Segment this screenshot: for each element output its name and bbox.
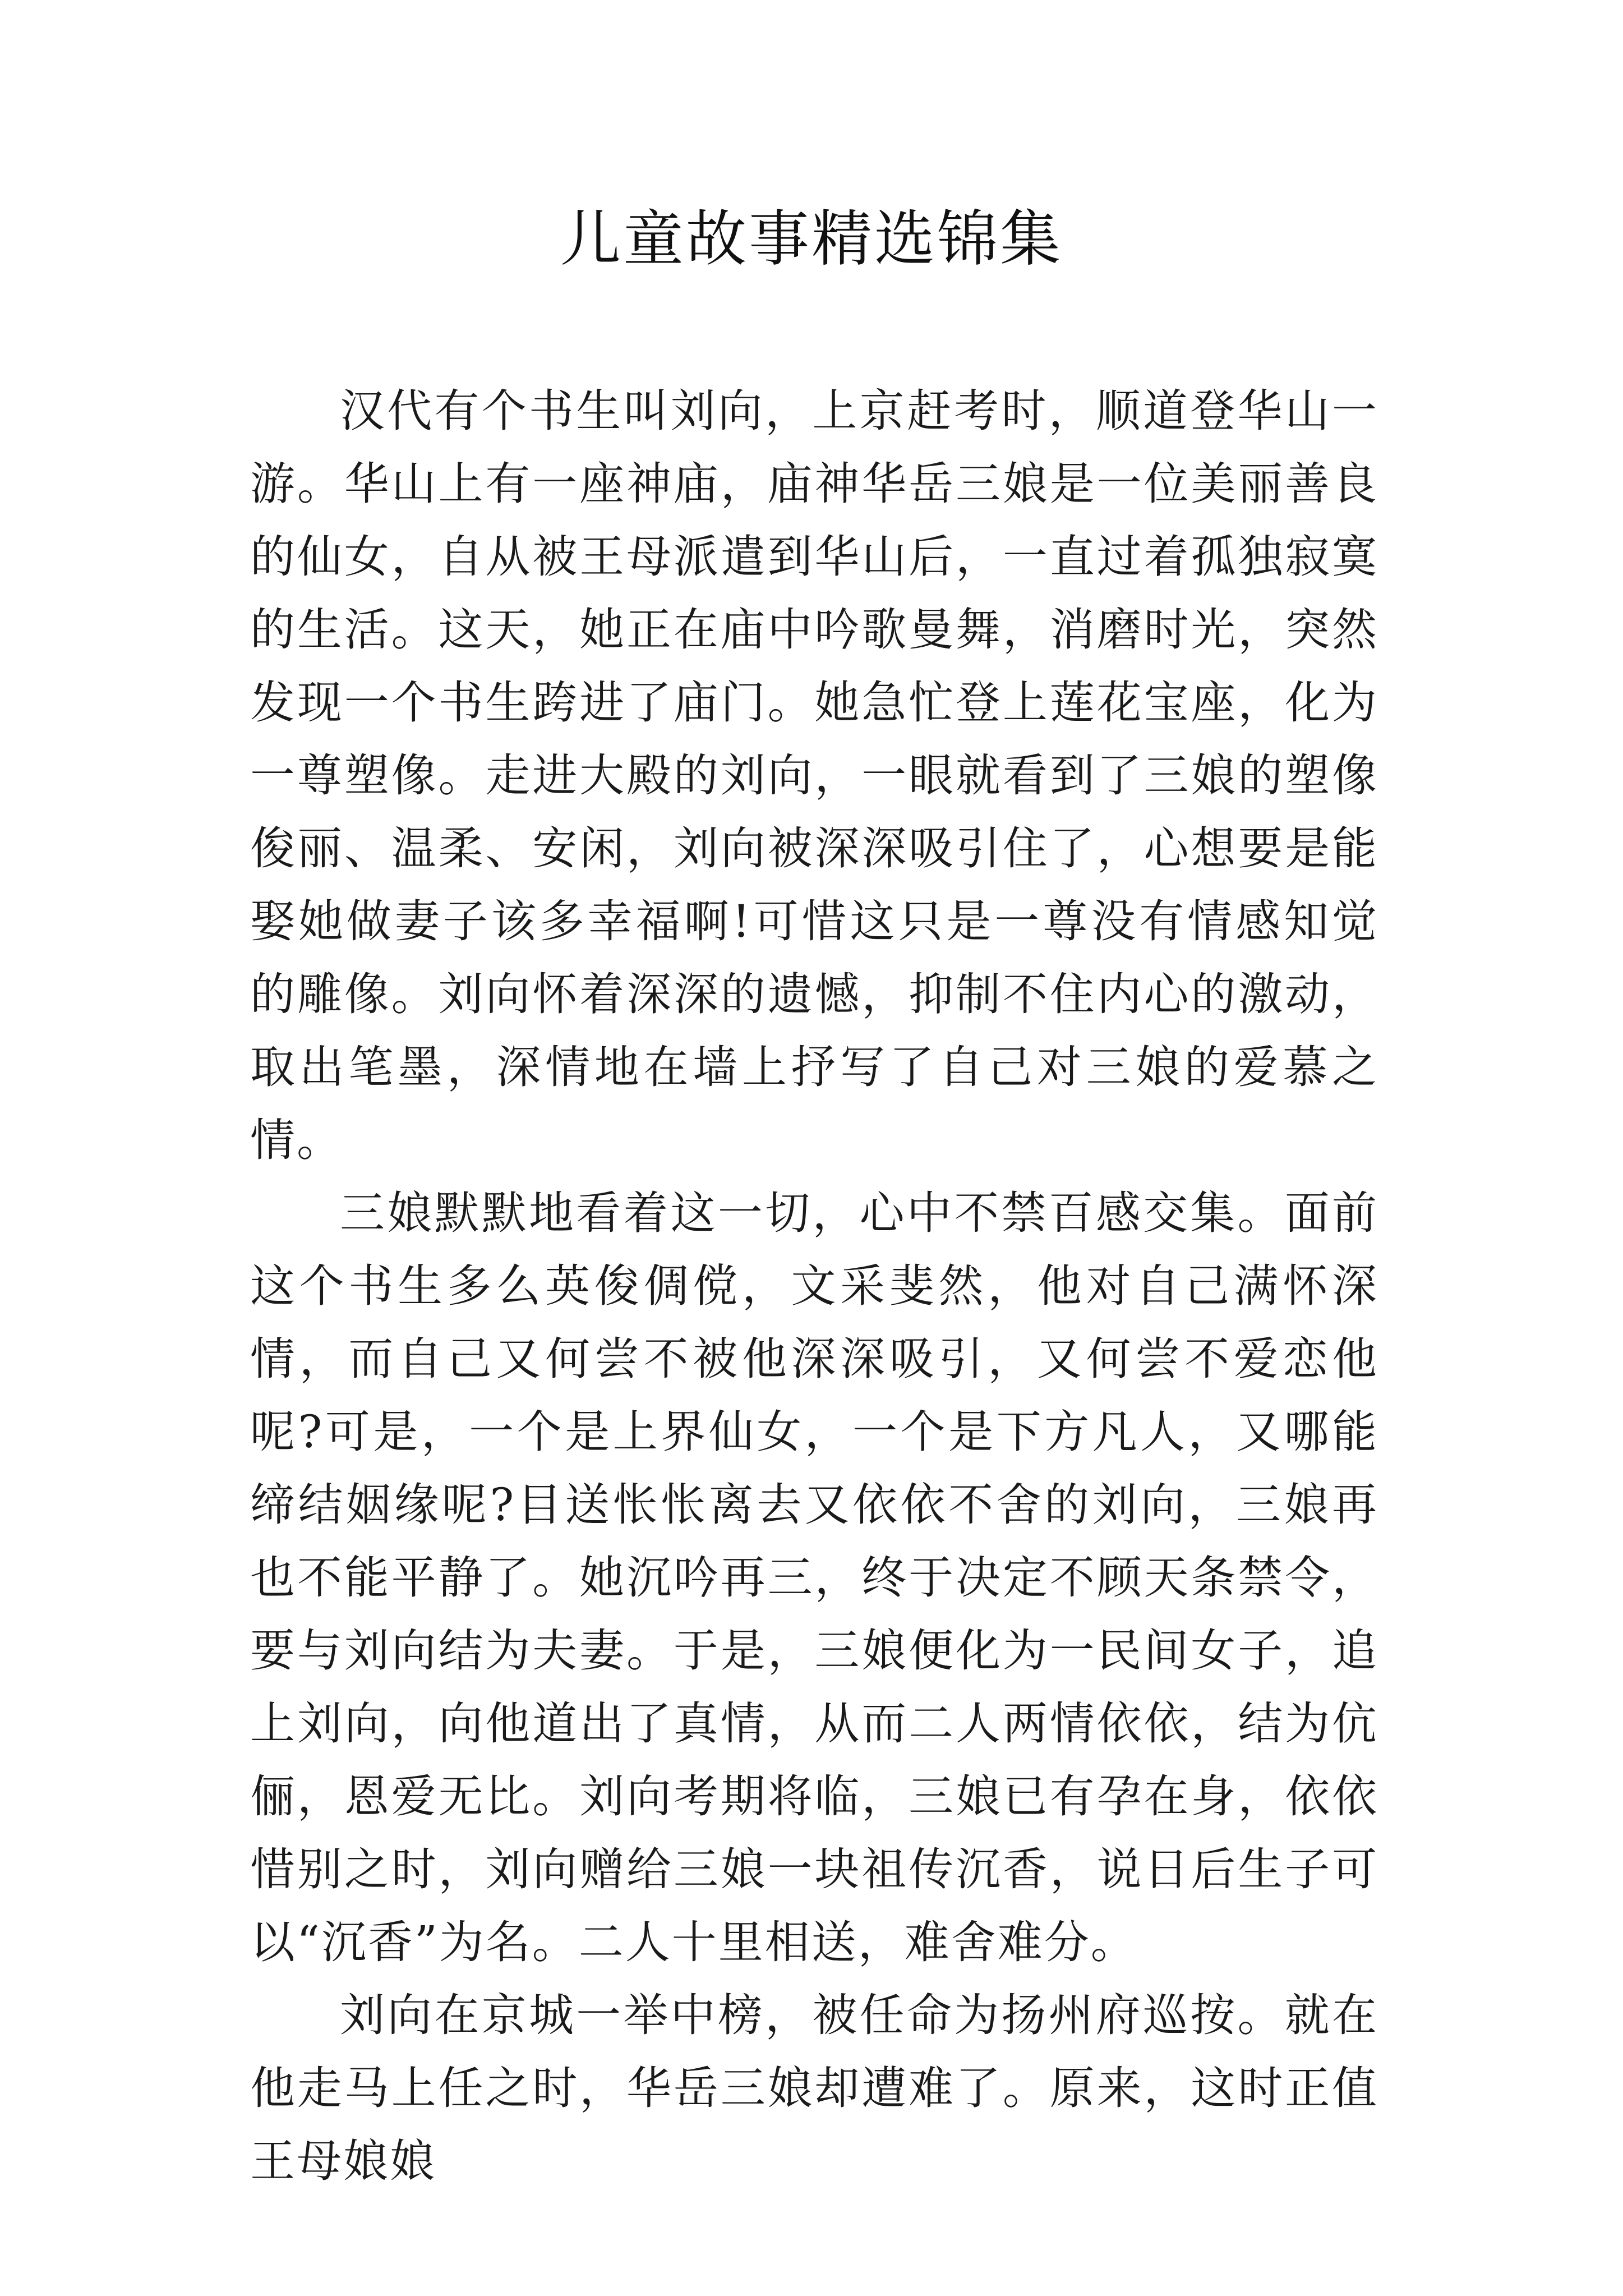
document-body (250, 375, 1378, 2198)
paragraph-1: 汉代有个书生叫刘向，上京赶考时，顺道登华山一游。华山上有一座神庙，庙神华岳三娘是一位美丽善良的仙女，自从被王母派遣到华山后，一直过着孤独寂寞的生活。这天，她正在庙中吟歌曼舞，消磨时光，突然发现一个书生跨进了庙门。她急忙登上莲花宝座，化为一尊塑像。走进大殿的刘向，一眼就看到了三娘的塑像俊丽、温柔、安闲，刘向被深深吸引住了，心想要是能娶她做妻子该多幸福啊!可惜这只是一尊没有情感知觉的雕像。刘向怀着深深的遗憾，抑制不住内心的激动，取出笔墨，深情地在墙上抒写了自己对三娘的爱慕之情。 (250, 385, 1378, 1166)
paragraph-3: 刘向在京城一举中榜，被任命为扬州府巡按。就在他走马上任之时，华岳三娘却遭难了。原来，这时正值王母娘娘 (250, 1989, 1378, 2187)
paragraph-2: 三娘默默地看着这一切，心中不禁百感交集。面前这个书生多么英俊倜傥，文采斐然，他对自己满怀深情，而自己又何尝不被他深深吸引，又何尝不爱恋他呢?可是，一个是上界仙女，一个是下方凡人，又哪能缔结姻缘呢?目送怅怅离去又依依不舍的刘向，三娘再也不能平静了。她沉吟再三，终于决定不顾天条禁令，要与刘向结为夫妻。于是，三娘便化为一民间女子，追上刘向，向他道出了真情，从而二人两情依依，结为伉俪，恩爱无比。刘向考期将临，三娘已有孕在身，依依惜别之时，刘向赠给三娘一块祖传沉香，说日后生子可以“沉香”为名。二人十里相送，难舍难分。 (250, 1187, 1378, 1968)
document-title: 儿童故事精选锦集 (560, 204, 1063, 274)
